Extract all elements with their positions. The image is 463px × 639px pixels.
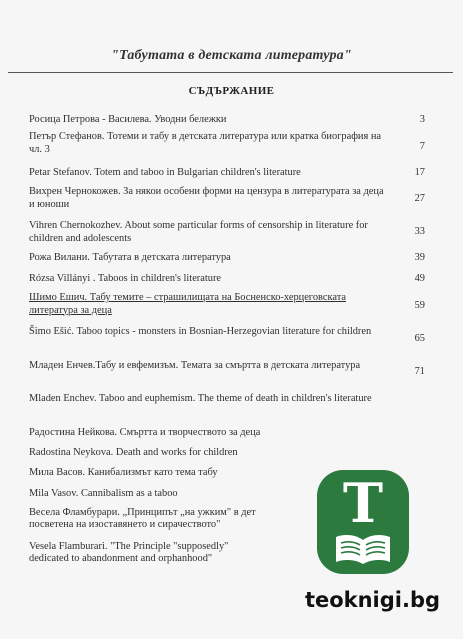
toc-entry: Мила Васов. Канибализмът като тема табу [29, 467, 218, 478]
toc-page-number: 27 [414, 193, 425, 204]
toc-page-number: 17 [414, 167, 425, 178]
toc-page-number: 65 [414, 333, 425, 344]
toc-page-number: 59 [414, 300, 425, 311]
toc-page-number: 33 [414, 226, 425, 237]
toc-entry: посветена на изоставянето и сирачеството" [29, 519, 221, 530]
toc-page-number: 39 [414, 252, 425, 263]
toc-entry: Весела Фламбурари. „Принципът „на ужким" в дет [29, 507, 256, 518]
toc-entry: Рожа Вилани. Табутата в детската литература [29, 252, 231, 263]
toc-entry: dedicated to abandonment and orphanhood" [29, 553, 213, 564]
toc-entry: Петър Стефанов. Тотеми и табу в детската литература или кратка биография на чл. 3 [29, 131, 382, 155]
toc-entry: Šimo Ešić. Taboo topics - monsters in Bosnian-Herzegovian literature for children [29, 326, 372, 337]
toc-entry: Petar Stefanov. Totem and taboo in Bulgarian children's literature [29, 167, 301, 178]
toc-entry: Vihren Chernokozhev. About some particular forms of censorship in literature for children and adolescents [29, 220, 368, 244]
toc-entry: Mladen Enchev. Taboo and euphemism. The theme of death in children's literature [29, 393, 372, 404]
running-title: "Табутата в детската литература" [111, 48, 352, 63]
toc-entry: Rózsa Villányi . Taboos in children's literature [29, 273, 222, 284]
toc-entry: Радостина Нейкова. Смъртта и творчеството за деца [29, 427, 261, 438]
toc-entry: Младен Енчев.Табу и евфемизъм. Темата за смъртта в детската литература [29, 360, 361, 371]
book-logo-icon [317, 470, 409, 574]
toc-entry: Вихрен Чернокожев. За някои особени форми на цензура в литературата за деца и юноши [29, 186, 384, 210]
toc-entry: Росица Петрова - Василева. Уводни бележки [29, 114, 227, 125]
toc-page-number: 49 [414, 273, 425, 284]
toc-page-number: 3 [419, 114, 425, 125]
toc-heading: СЪДЪРЖАНИЕ [188, 85, 275, 97]
toc-entry: Vesela Flamburari. "The Principle "supposedly" [29, 541, 229, 552]
open-book-icon [333, 532, 393, 566]
watermark-site-name: teoknigi.bg [304, 588, 441, 612]
logo-letter: T [342, 471, 384, 535]
toc-page-number: 7 [419, 141, 425, 152]
toc-entry: Шимо Ешич. Табу темите – страшилищата на Босненско-херцеговската литература за деца [29, 292, 346, 316]
header-rule [8, 72, 453, 73]
toc-page-number: 71 [414, 366, 425, 377]
toc-entry: Radostina Neykova. Death and works for children [29, 447, 238, 458]
toc-entry: Mila Vasov. Cannibalism as a taboo [29, 488, 178, 499]
teoknigi-watermark [290, 470, 455, 630]
